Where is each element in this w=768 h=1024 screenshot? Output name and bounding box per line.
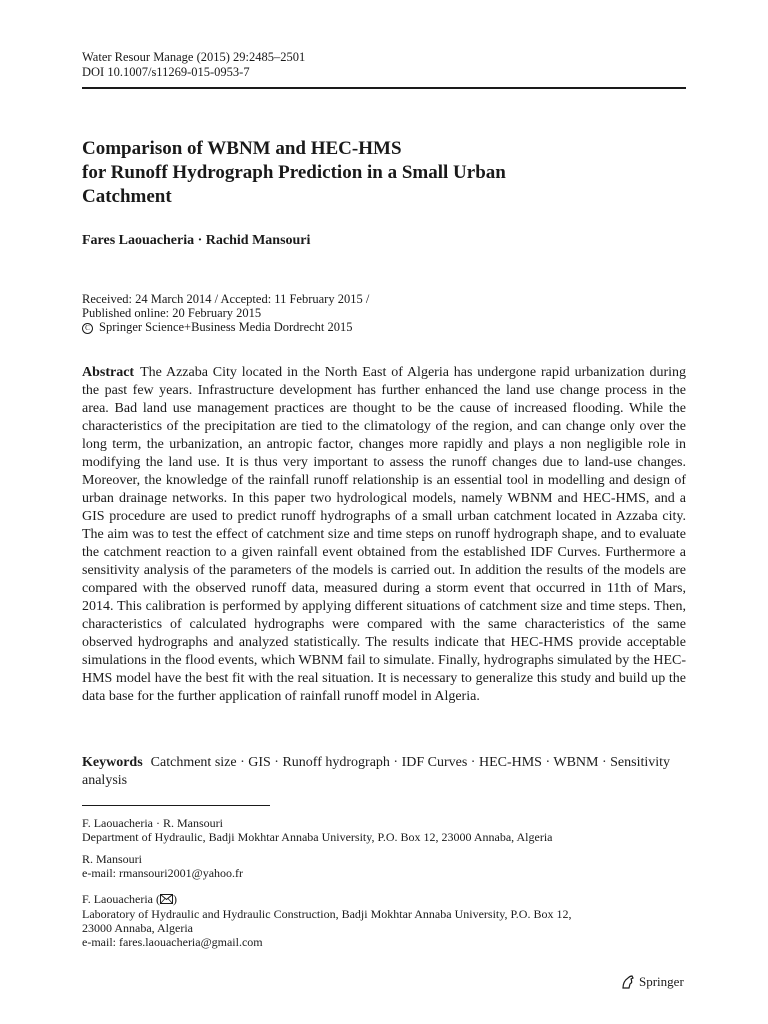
abstract-text: The Azzaba City located in the North East of Algeria has undergone rapid urbanization during the past few years. Infrastructure development has further enhanced the land use change process in the area. Bad land use management practices are thought to be the cause of increased flooding. While the characteristics of the precipitation are tied to the climatology of the region, and can change only over the long term, the urbanization, an antropic factor, changes more rapidly and plays a non negligible role in modifying the land use. It is thus very important to assess the runoff changes due to land-use changes. Moreover, the knowledge of the rainfall runoff relationship is an essential tool in modelling and design of urban drainage networks. In this paper two hydrological models, namely WBNM and HEC-HMS, and a GIS procedure are used to predict runoff hydrographs of a small urban catchment located in Azzaba city. The aim was to test the effect of catchment size and time steps on runoff hydrograph shape, and to evaluate the catchment reaction to a given rainfall event obtained from the established IDF Curves. Furthermore a sensitivity analysis of the parameters of the models is carried out. In addition the results of the models are compared with the observed runoff data, measured during a storm event that occurred in 11th of Mars, 2014. This calibration is performed by applying different situations of catchment size and time steps. Then, characteristics of calculated hydrographs were compared with the same characteristics of the same observed hydrographs and analyzed statistically. The results indicate that HEC-HMS provide acceptable simulations in the flood events, which WBNM fail to simulate. Finally, hydrographs simulated by the HEC-HMS model have the best fit with the real situation. It is necessary to generalize this study and build up the data base for the further application of rainfall runoff model in Algeria. [82, 365, 686, 704]
author-email: e-mail: rmansouri2001@yahoo.fr [82, 866, 244, 880]
corresponding-name-line [82, 892, 571, 907]
authors: Fares Laouacheria · Rachid Mansouri [82, 233, 311, 248]
title-line: Catchment [82, 186, 172, 207]
keywords-text: Catchment size · GIS · Runoff hydrograph · IDF Curves · HEC-HMS · WBNM · Sensitivity analysis [82, 755, 671, 788]
copyright-icon: C [82, 323, 93, 334]
keywords-label: Keywords [82, 755, 143, 770]
title-line: Comparison of WBNM and HEC-HMS [82, 138, 402, 159]
journal-citation: Water Resour Manage (2015) 29:2485–2501 [82, 50, 306, 64]
journal-doi: DOI 10.1007/s11269-015-0953-7 [82, 65, 250, 79]
footnote-rule [82, 805, 270, 806]
envelope-icon [160, 893, 173, 907]
publisher-logo [620, 974, 684, 990]
published-online: Published online: 20 February 2015 [82, 306, 262, 320]
received-accepted: Received: 24 March 2014 / Accepted: 11 February 2015 / [82, 292, 370, 306]
corresponding-name-close: ) [173, 892, 177, 906]
corresponding-author [82, 892, 571, 949]
publication-dates [82, 292, 369, 334]
springer-horse-icon [620, 974, 636, 990]
corresponding-lab: Laboratory of Hydraulic and Hydraulic Construction, Badji Mokhtar Annaba University, P.O. Box 12, [82, 907, 572, 921]
publisher-name: Springer [639, 974, 684, 989]
affiliation-department: Department of Hydraulic, Badji Mokhtar Annaba University, P.O. Box 12, 23000 Annaba, Algeria [82, 830, 553, 844]
keywords [82, 754, 686, 790]
corresponding-email: e-mail: fares.laouacheria@gmail.com [82, 935, 263, 949]
corresponding-lab-city: 23000 Annaba, Algeria [82, 921, 193, 935]
abstract-label: Abstract [82, 365, 135, 380]
affiliation-names: F. Laouacheria · R. Mansouri [82, 816, 223, 830]
corresponding-name: F. Laouacheria ( [82, 892, 160, 906]
paper-title [82, 137, 506, 209]
title-line: for Runoff Hydrograph Prediction in a Small Urban [82, 162, 506, 183]
header-rule [82, 87, 686, 89]
author-name: R. Mansouri [82, 852, 142, 866]
journal-header [82, 50, 305, 80]
copyright-line [82, 320, 369, 334]
copyright-text: Springer Science+Business Media Dordrecht 2015 [99, 320, 353, 334]
abstract [82, 364, 686, 706]
affiliation-block [82, 816, 552, 844]
author-contact [82, 852, 243, 880]
